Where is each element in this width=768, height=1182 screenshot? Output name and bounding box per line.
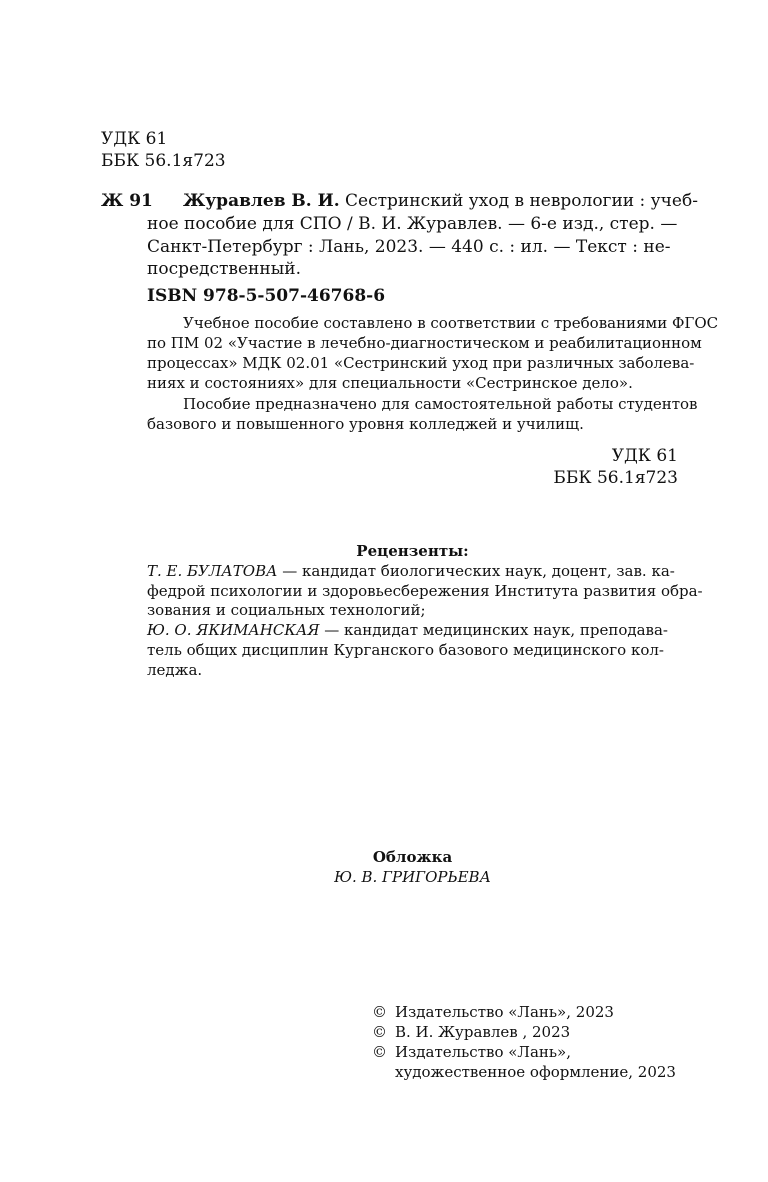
annotation-p1-line-3: процессах» МДК 02.01 «Сестринский уход при различных заболева- bbox=[147, 354, 695, 372]
bib-line-3: Санкт-Петербург : Лань, 2023. — 440 с. : ил. — Текст : не- bbox=[147, 237, 671, 257]
copyright-1: Издательство «Лань», 2023 bbox=[395, 1003, 614, 1021]
copyright-symbol-2: © bbox=[372, 1023, 387, 1041]
annotation-p1-line-2: по ПМ 02 «Участие в лечебно-диагностическом и реабилитационном bbox=[147, 334, 702, 352]
reviewer-1-line-1: Т. Е. БУЛАТОВА — кандидат биологических наук, доцент, зав. ка- bbox=[147, 562, 675, 580]
copyright-2: В. И. Журавлев , 2023 bbox=[395, 1023, 571, 1041]
reviewer-1-name: Т. Е. БУЛАТОВА bbox=[147, 562, 278, 580]
bib-line-2: ное пособие для СПО / В. И. Журавлев. — 6-е изд., стер. — bbox=[147, 214, 678, 234]
author-name: Журавлев В. И. bbox=[183, 191, 340, 211]
author-mark: Ж 91 bbox=[101, 191, 153, 211]
reviewer-1-line-2: федрой психологии и здоровьесбережения Института развития обра- bbox=[147, 582, 703, 600]
reviewers-heading: Рецензенты: bbox=[356, 542, 469, 560]
isbn: ISBN 978-5-507-46768-6 bbox=[147, 286, 386, 306]
reviewer-2-name: Ю. О. ЯКИМАНСКАЯ bbox=[147, 621, 320, 639]
bib-title: Сестринский уход в неврологии : учеб- bbox=[339, 191, 698, 211]
copyright-3: Издательство «Лань», bbox=[395, 1043, 572, 1061]
annotation-p1-line-1: Учебное пособие составлено в соответствии с требованиями ФГОС bbox=[183, 314, 719, 332]
reviewer-1-line-3: зования и социальных технологий; bbox=[147, 601, 426, 619]
annotation-p2-line-1: Пособие предназначено для самостоятельной работы студентов bbox=[183, 395, 698, 413]
udk-top: УДК 61 bbox=[101, 129, 168, 149]
udk-right: УДК 61 bbox=[611, 446, 678, 466]
cover-designer: Ю. В. ГРИГОРЬЕВА bbox=[334, 868, 491, 886]
copyright-3-continued: художественное оформление, 2023 bbox=[395, 1063, 676, 1081]
reviewer-2-line-2: тель общих дисциплин Курганского базового медицинского кол- bbox=[147, 641, 664, 659]
annotation-p1-line-4: ниях и состояниях» для специальности «Сестринское дело». bbox=[147, 374, 633, 392]
reviewer-2-line-1: Ю. О. ЯКИМАНСКАЯ — кандидат медицинских наук, преподава- bbox=[147, 621, 669, 639]
bbk-top: ББК 56.1я723 bbox=[101, 151, 226, 171]
copyright-symbol-1: © bbox=[372, 1003, 387, 1021]
bib-line-4: посредственный. bbox=[147, 259, 301, 279]
bbk-right: ББК 56.1я723 bbox=[553, 468, 678, 488]
annotation-p2-line-2: базового и повышенного уровня колледжей и училищ. bbox=[147, 415, 584, 433]
cover-heading: Обложка bbox=[372, 848, 453, 866]
bib-line-1 bbox=[183, 190, 698, 212]
reviewer-2-line-3: леджа. bbox=[147, 661, 203, 679]
copyright-symbol-3: © bbox=[372, 1043, 387, 1061]
